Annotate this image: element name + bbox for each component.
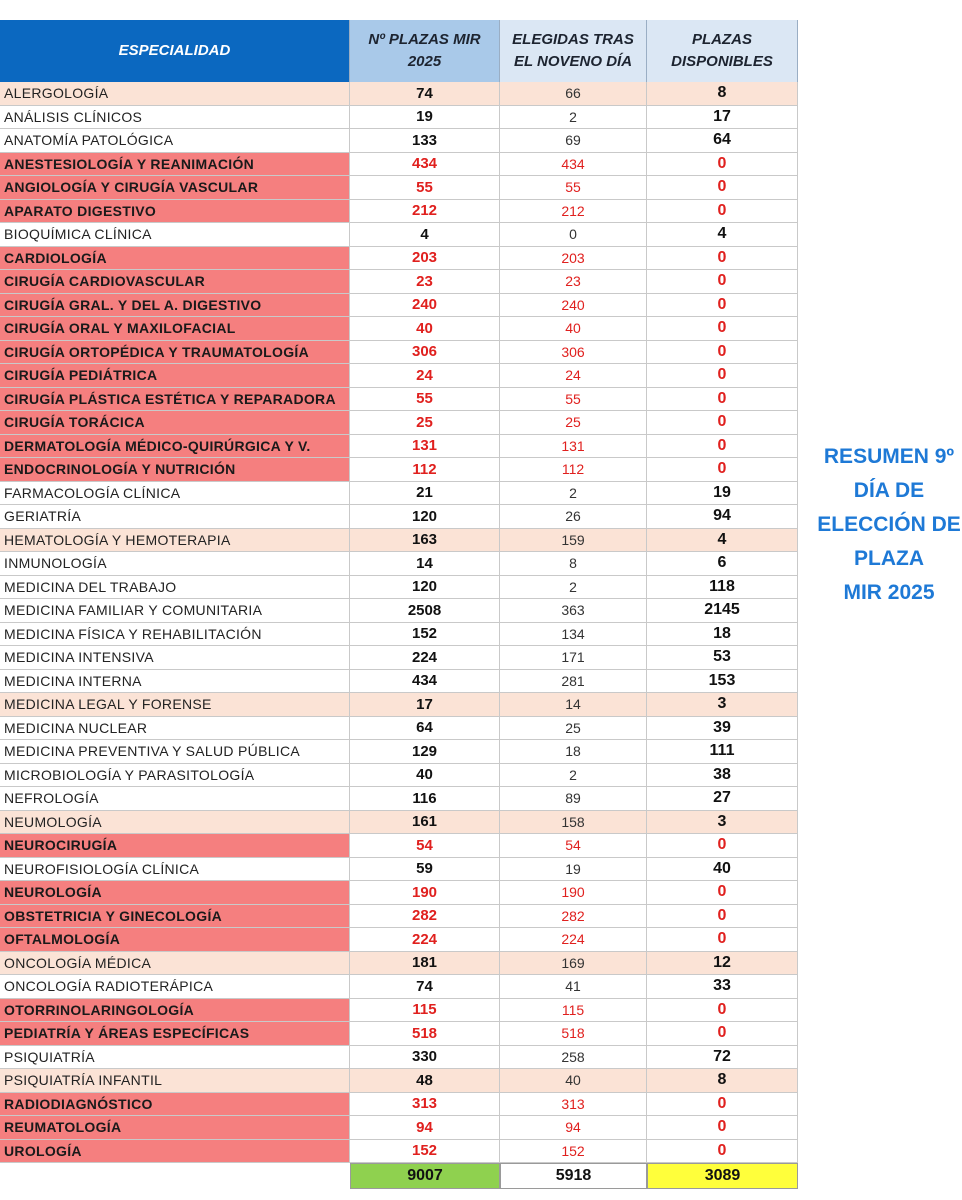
specialty-name: RADIODIAGNÓSTICO [0,1093,350,1117]
disponibles-cell: 53 [647,646,798,670]
table-row [0,975,800,999]
disponibles-cell: 40 [647,858,798,882]
total-elegidas: 5918 [500,1163,647,1189]
elegidas-cell: 224 [500,928,647,952]
table-row [0,646,800,670]
table-row [0,787,800,811]
table-row [0,153,800,177]
table-row [0,881,800,905]
table-row [0,341,800,365]
disponibles-cell: 0 [647,153,798,177]
header-especialidad [0,20,350,82]
table-row [0,1046,800,1070]
table-row [0,693,800,717]
disponibles-cell: 0 [647,1093,798,1117]
table-row [0,670,800,694]
specialty-name: ALERGOLOGÍA [0,82,350,106]
disponibles-cell: 94 [647,505,798,529]
elegidas-cell: 8 [500,552,647,576]
disponibles-cell: 0 [647,317,798,341]
table-row [0,529,800,553]
table-row [0,764,800,788]
elegidas-cell: 55 [500,176,647,200]
elegidas-cell: 159 [500,529,647,553]
table-row [0,435,800,459]
table-row [0,552,800,576]
disponibles-cell: 4 [647,223,798,247]
disponibles-cell: 6 [647,552,798,576]
elegidas-cell: 190 [500,881,647,905]
elegidas-cell: 26 [500,505,647,529]
specialty-name: OFTALMOLOGÍA [0,928,350,952]
plazas-cell: 129 [350,740,500,764]
specialty-name: REUMATOLOGÍA [0,1116,350,1140]
disponibles-cell: 0 [647,200,798,224]
specialty-name: MEDICINA PREVENTIVA Y SALUD PÚBLICA [0,740,350,764]
plazas-cell: 434 [350,670,500,694]
disponibles-cell: 8 [647,82,798,106]
table-row [0,129,800,153]
disponibles-cell: 0 [647,1022,798,1046]
specialty-name: CIRUGÍA PEDIÁTRICA [0,364,350,388]
specialty-name: MEDICINA LEGAL Y FORENSE [0,693,350,717]
plazas-cell: 152 [350,1140,500,1164]
elegidas-cell: 24 [500,364,647,388]
table-row [0,411,800,435]
plazas-cell: 55 [350,176,500,200]
specialty-name: DERMATOLOGÍA MÉDICO-QUIRÚRGICA Y V. [0,435,350,459]
elegidas-cell: 19 [500,858,647,882]
table-row [0,364,800,388]
disponibles-cell: 0 [647,411,798,435]
plazas-cell: 21 [350,482,500,506]
specialty-name: ONCOLOGÍA RADIOTERÁPICA [0,975,350,999]
specialty-name: NEUMOLOGÍA [0,811,350,835]
specialty-name: APARATO DIGESTIVO [0,200,350,224]
plazas-cell: 94 [350,1116,500,1140]
table-row [0,1069,800,1093]
plazas-cell: 48 [350,1069,500,1093]
table-row [0,623,800,647]
header-plazas-line1: Nº PLAZAS MIR [368,31,481,48]
plazas-cell: 40 [350,317,500,341]
disponibles-cell: 33 [647,975,798,999]
table-row [0,1116,800,1140]
elegidas-cell: 281 [500,670,647,694]
specialty-name: NEUROLOGÍA [0,881,350,905]
disponibles-cell: 8 [647,1069,798,1093]
disponibles-cell: 0 [647,247,798,271]
elegidas-cell: 203 [500,247,647,271]
disponibles-cell: 0 [647,364,798,388]
elegidas-cell: 14 [500,693,647,717]
disponibles-cell: 3 [647,693,798,717]
plazas-cell: 112 [350,458,500,482]
plazas-cell: 282 [350,905,500,929]
disponibles-cell: 0 [647,928,798,952]
plazas-cell: 17 [350,693,500,717]
table-row [0,1093,800,1117]
elegidas-cell: 25 [500,717,647,741]
specialty-name: MEDICINA FÍSICA Y REHABILITACIÓN [0,623,350,647]
specialty-name: GERIATRÍA [0,505,350,529]
plazas-cell: 116 [350,787,500,811]
disponibles-cell: 111 [647,740,798,764]
table-row [0,928,800,952]
specialty-name: ANESTESIOLOGÍA Y REANIMACIÓN [0,153,350,177]
specialty-name: CIRUGÍA ORAL Y MAXILOFACIAL [0,317,350,341]
resumen-line: MIR 2025 [843,581,935,604]
table-row [0,740,800,764]
specialty-name: MEDICINA NUCLEAR [0,717,350,741]
elegidas-cell: 2 [500,106,647,130]
disponibles-cell: 118 [647,576,798,600]
disponibles-cell: 39 [647,717,798,741]
specialty-name: MEDICINA DEL TRABAJO [0,576,350,600]
totals-row [0,1163,800,1189]
specialty-name: ANÁLISIS CLÍNICOS [0,106,350,130]
plazas-cell: 133 [350,129,500,153]
specialty-name: PSIQUIATRÍA [0,1046,350,1070]
specialty-name: ANGIOLOGÍA Y CIRUGÍA VASCULAR [0,176,350,200]
elegidas-cell: 115 [500,999,647,1023]
plazas-cell: 181 [350,952,500,976]
specialty-name: ENDOCRINOLOGÍA Y NUTRICIÓN [0,458,350,482]
disponibles-cell: 0 [647,270,798,294]
disponibles-cell: 153 [647,670,798,694]
table-row [0,834,800,858]
disponibles-cell: 12 [647,952,798,976]
elegidas-cell: 158 [500,811,647,835]
plazas-cell: 25 [350,411,500,435]
disponibles-cell: 0 [647,458,798,482]
disponibles-cell: 0 [647,388,798,412]
specialty-name: NEFROLOGÍA [0,787,350,811]
plazas-cell: 14 [350,552,500,576]
disponibles-cell: 0 [647,999,798,1023]
plazas-cell: 64 [350,717,500,741]
specialty-name: PEDIATRÍA Y ÁREAS ESPECÍFICAS [0,1022,350,1046]
specialty-name: MEDICINA INTENSIVA [0,646,350,670]
plazas-cell: 74 [350,975,500,999]
plazas-cell: 203 [350,247,500,271]
elegidas-cell: 131 [500,435,647,459]
table-row [0,1140,800,1164]
table-row [0,294,800,318]
elegidas-cell: 2 [500,764,647,788]
elegidas-cell: 41 [500,975,647,999]
elegidas-cell: 363 [500,599,647,623]
elegidas-cell: 212 [500,200,647,224]
header-elegidas-line2: EL NOVENO DÍA [513,53,633,70]
elegidas-cell: 134 [500,623,647,647]
plazas-cell: 161 [350,811,500,835]
table-row [0,599,800,623]
table-header [0,20,800,82]
resumen-line: PLAZA [854,547,924,570]
plazas-cell: 2508 [350,599,500,623]
header-especialidad-label: ESPECIALIDAD [118,42,231,59]
header-elegidas [500,20,647,82]
disponibles-cell: 17 [647,106,798,130]
table-row [0,106,800,130]
elegidas-cell: 152 [500,1140,647,1164]
elegidas-cell: 89 [500,787,647,811]
table-row [0,811,800,835]
disponibles-cell: 64 [647,129,798,153]
elegidas-cell: 2 [500,482,647,506]
disponibles-cell: 0 [647,435,798,459]
plazas-cell: 54 [350,834,500,858]
elegidas-cell: 25 [500,411,647,435]
plazas-cell: 120 [350,576,500,600]
header-disponibles-line1: PLAZAS [692,31,752,48]
plazas-cell: 224 [350,646,500,670]
elegidas-cell: 66 [500,82,647,106]
elegidas-cell: 434 [500,153,647,177]
table-body [0,82,800,1163]
elegidas-cell: 94 [500,1116,647,1140]
specialty-name: CIRUGÍA ORTOPÉDICA Y TRAUMATOLOGÍA [0,341,350,365]
elegidas-cell: 54 [500,834,647,858]
table-row [0,388,800,412]
disponibles-cell: 0 [647,176,798,200]
table-row [0,999,800,1023]
elegidas-cell: 282 [500,905,647,929]
header-disponibles [647,20,798,82]
plazas-cell: 313 [350,1093,500,1117]
elegidas-cell: 171 [500,646,647,670]
plazas-cell: 212 [350,200,500,224]
table-row [0,247,800,271]
plazas-cell: 131 [350,435,500,459]
plazas-cell: 4 [350,223,500,247]
plazas-cell: 224 [350,928,500,952]
table-row [0,482,800,506]
disponibles-cell: 0 [647,834,798,858]
plazas-cell: 330 [350,1046,500,1070]
table-row [0,176,800,200]
header-plazas-line2: 2025 [407,53,442,70]
specialty-name: CIRUGÍA PLÁSTICA ESTÉTICA Y REPARADORA [0,388,350,412]
resumen-line: RESUMEN 9º [823,445,955,468]
elegidas-cell: 40 [500,317,647,341]
plazas-cell: 59 [350,858,500,882]
specialty-name: MEDICINA INTERNA [0,670,350,694]
elegidas-cell: 55 [500,388,647,412]
disponibles-cell: 2145 [647,599,798,623]
plazas-cell: 55 [350,388,500,412]
table-row [0,223,800,247]
plazas-table [0,20,800,1189]
elegidas-cell: 69 [500,129,647,153]
elegidas-cell: 112 [500,458,647,482]
elegidas-cell: 40 [500,1069,647,1093]
specialty-name: ANATOMÍA PATOLÓGICA [0,129,350,153]
disponibles-cell: 0 [647,341,798,365]
elegidas-cell: 169 [500,952,647,976]
plazas-cell: 19 [350,106,500,130]
total-plazas: 9007 [350,1163,500,1189]
disponibles-cell: 3 [647,811,798,835]
plazas-cell: 74 [350,82,500,106]
specialty-name: OBSTETRICIA Y GINECOLOGÍA [0,905,350,929]
plazas-cell: 120 [350,505,500,529]
plazas-cell: 152 [350,623,500,647]
specialty-name: PSIQUIATRÍA INFANTIL [0,1069,350,1093]
specialty-name: UROLOGÍA [0,1140,350,1164]
elegidas-cell: 2 [500,576,647,600]
disponibles-cell: 0 [647,881,798,905]
specialty-name: ONCOLOGÍA MÉDICA [0,952,350,976]
table-row [0,270,800,294]
elegidas-cell: 240 [500,294,647,318]
plazas-cell: 24 [350,364,500,388]
table-row [0,952,800,976]
table-row [0,576,800,600]
specialty-name: MICROBIOLOGÍA Y PARASITOLOGÍA [0,764,350,788]
plazas-cell: 190 [350,881,500,905]
disponibles-cell: 38 [647,764,798,788]
header-elegidas-line1: ELEGIDAS TRAS [512,31,634,48]
table-row [0,505,800,529]
specialty-name: CIRUGÍA GRAL. Y DEL A. DIGESTIVO [0,294,350,318]
specialty-name: MEDICINA FAMILIAR Y COMUNITARIA [0,599,350,623]
plazas-cell: 163 [350,529,500,553]
table-row [0,317,800,341]
elegidas-cell: 0 [500,223,647,247]
disponibles-cell: 4 [647,529,798,553]
disponibles-cell: 0 [647,905,798,929]
disponibles-cell: 19 [647,482,798,506]
elegidas-cell: 258 [500,1046,647,1070]
header-disponibles-line2: DISPONIBLES [671,53,773,70]
disponibles-cell: 27 [647,787,798,811]
table-row [0,200,800,224]
plazas-cell: 306 [350,341,500,365]
specialty-name: NEUROCIRUGÍA [0,834,350,858]
specialty-name: CARDIOLOGÍA [0,247,350,271]
disponibles-cell: 0 [647,1116,798,1140]
plazas-cell: 40 [350,764,500,788]
elegidas-cell: 313 [500,1093,647,1117]
elegidas-cell: 18 [500,740,647,764]
specialty-name: CIRUGÍA CARDIOVASCULAR [0,270,350,294]
specialty-name: BIOQUÍMICA CLÍNICA [0,223,350,247]
elegidas-cell: 518 [500,1022,647,1046]
table-row [0,458,800,482]
resumen-caption [808,440,962,610]
plazas-cell: 434 [350,153,500,177]
specialty-name: OTORRINOLARINGOLOGÍA [0,999,350,1023]
plazas-cell: 518 [350,1022,500,1046]
elegidas-cell: 23 [500,270,647,294]
table-row [0,858,800,882]
specialty-name: NEUROFISIOLOGÍA CLÍNICA [0,858,350,882]
elegidas-cell: 306 [500,341,647,365]
resumen-line: ELECCIÓN DE [817,513,961,536]
specialty-name: INMUNOLOGÍA [0,552,350,576]
totals-spacer [0,1163,350,1189]
specialty-name: CIRUGÍA TORÁCICA [0,411,350,435]
disponibles-cell: 18 [647,623,798,647]
plazas-cell: 23 [350,270,500,294]
table-row [0,1022,800,1046]
disponibles-cell: 0 [647,1140,798,1164]
table-row [0,905,800,929]
table-row [0,717,800,741]
header-plazas [350,20,500,82]
disponibles-cell: 0 [647,294,798,318]
total-disponibles: 3089 [647,1163,798,1189]
disponibles-cell: 72 [647,1046,798,1070]
resumen-line: DÍA DE [853,479,925,502]
specialty-name: FARMACOLOGÍA CLÍNICA [0,482,350,506]
plazas-cell: 240 [350,294,500,318]
plazas-cell: 115 [350,999,500,1023]
specialty-name: HEMATOLOGÍA Y HEMOTERAPIA [0,529,350,553]
table-row [0,82,800,106]
